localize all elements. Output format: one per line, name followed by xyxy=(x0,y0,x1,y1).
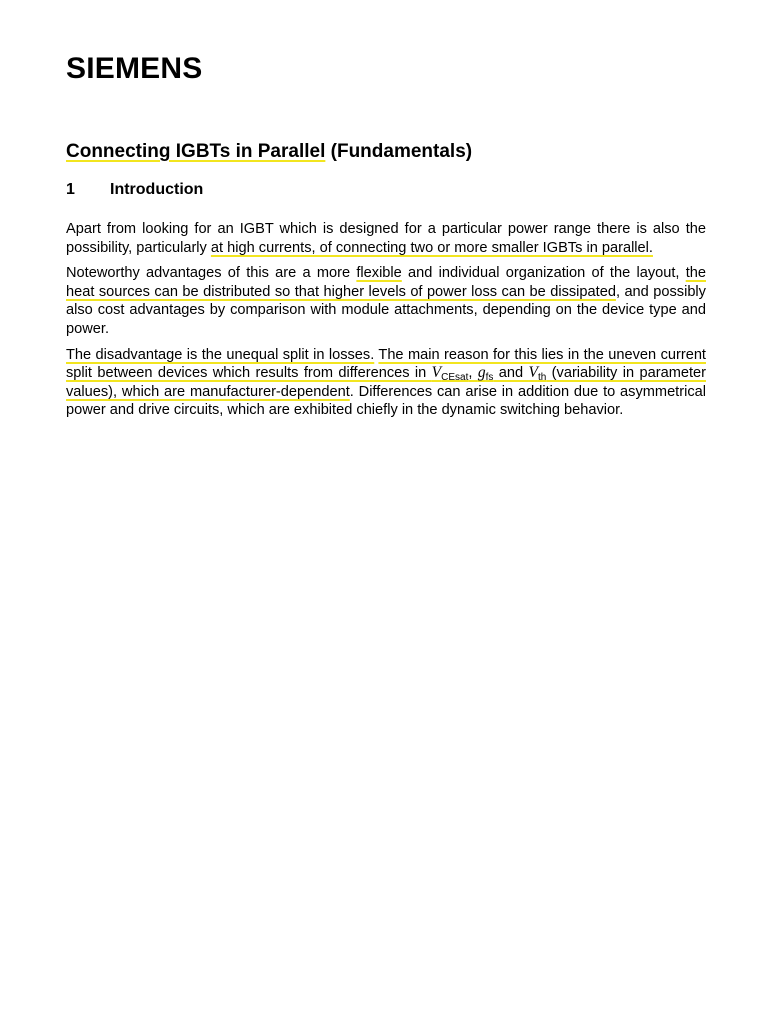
variable-vth-subscript: th xyxy=(537,372,547,384)
section-title: Introduction xyxy=(110,181,204,198)
paragraph-1-highlight: at high currents, of connecting two or more smaller IGBTs in parallel. xyxy=(210,239,653,256)
document-title-suffix: (Fundamentals) xyxy=(325,141,473,162)
paragraph-3-text-b: (variability in parameter values), which are manufacturer-dependent xyxy=(66,365,706,400)
section-heading xyxy=(66,180,203,200)
paragraph-3-comma: , xyxy=(468,365,478,382)
paragraph-3 xyxy=(66,346,706,420)
section-number: 1 xyxy=(66,181,75,198)
document-title xyxy=(66,140,472,164)
variable-gfs-symbol: g xyxy=(477,364,486,382)
variable-vcesat-symbol: V xyxy=(431,364,442,382)
variable-vth-symbol: V xyxy=(528,364,538,382)
paragraph-1 xyxy=(66,220,706,257)
paragraph-2-text-c: , and possibly also cost advantages by comparison with module attachments, depending on the device type and power. xyxy=(66,283,706,337)
body-text xyxy=(66,220,706,427)
paragraph-2-highlight-a: flexible xyxy=(356,265,402,282)
paragraph-1-text: Apart from looking for an IGBT which is designed for a particular power range there is also the possibility, particularly xyxy=(66,221,706,256)
siemens-logo: SIEMENS xyxy=(66,52,203,85)
variable-gfs-subscript: fs xyxy=(485,372,494,384)
paragraph-2-highlight-b: the heat sources can be distributed so that higher levels of power loss can be dissipated xyxy=(66,265,706,300)
document-title-highlighted: Connecting IGBTs in Parallel xyxy=(66,141,326,162)
variable-vth xyxy=(528,364,537,381)
variable-vcesat-subscript: CEsat xyxy=(441,372,469,384)
paragraph-3-highlight-a: The disadvantage is the unequal split in losses. xyxy=(66,346,375,363)
variable-vcesat xyxy=(432,364,441,381)
paragraph-3-text-c: . Differences can arise in addition due to asymmetrical power and drive circuits, which are exhibited chiefly in the dynamic switching behavior. xyxy=(66,383,706,419)
paragraph-2-text-b: and individual organization of the layout, xyxy=(401,265,686,282)
paragraph-3-and: and xyxy=(493,365,529,382)
paragraph-2-text-a: Noteworthy advantages of this are a more xyxy=(66,265,357,282)
variable-gfs xyxy=(478,364,486,381)
paragraph-2 xyxy=(66,264,706,338)
paragraph-3-text-a: The main reason for this lies in the uneven current split between devices which results from differences in xyxy=(66,346,706,382)
